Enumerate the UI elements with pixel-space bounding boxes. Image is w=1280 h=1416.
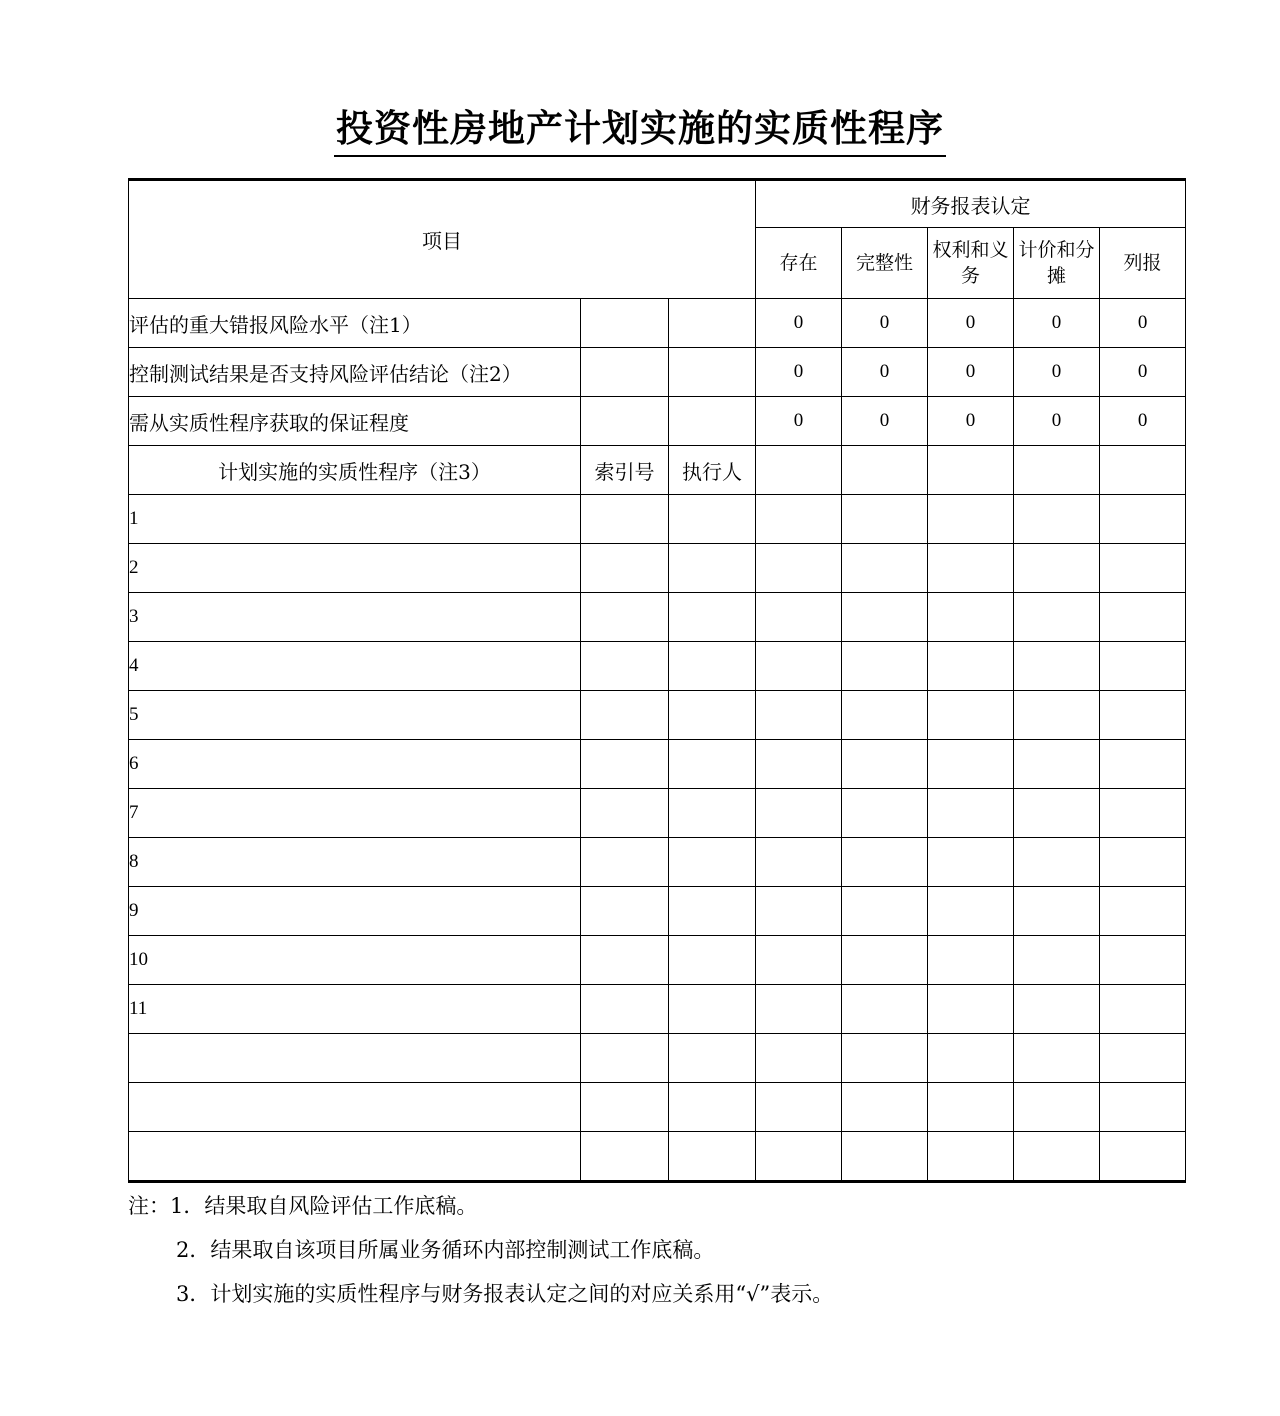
procedure-row [129, 642, 1186, 691]
procedure-value-5-3[interactable] [1014, 740, 1100, 789]
procedure-value-2-0[interactable] [756, 593, 842, 642]
procedure-executor-3[interactable] [669, 642, 756, 691]
assessment-label-2: 需从实质性程序获取的保证程度 [129, 397, 581, 446]
procedure-value-13-2[interactable] [928, 1132, 1014, 1182]
assessment-label-0: 评估的重大错报风险水平（注1） [129, 299, 581, 348]
header-assertion-completeness: 完整性 [842, 228, 928, 299]
procedure-index-11[interactable] [581, 1034, 669, 1083]
procedure-value-0-2[interactable] [928, 495, 1014, 544]
note-2: 2．结果取自该项目所属业务循环内部控制测试工作底稿。 [176, 1238, 715, 1262]
assessment-value-0-3[interactable]: 0 [1014, 299, 1100, 348]
procedure-executor-10[interactable] [669, 985, 756, 1034]
assessment-value-2-1[interactable]: 0 [842, 397, 928, 446]
procedure-value-1-4[interactable] [1100, 544, 1186, 593]
procedure-value-7-0[interactable] [756, 838, 842, 887]
procedure-index-1[interactable] [581, 544, 669, 593]
procedure-executor-13[interactable] [669, 1132, 756, 1182]
procedure-value-1-2[interactable] [928, 544, 1014, 593]
procedure-value-0-1[interactable] [842, 495, 928, 544]
procedure-value-12-3[interactable] [1014, 1083, 1100, 1132]
procedure-executor-6[interactable] [669, 789, 756, 838]
procedure-value-5-4[interactable] [1100, 740, 1186, 789]
assessment-row [129, 299, 1186, 348]
procedure-value-0-4[interactable] [1100, 495, 1186, 544]
procedure-value-10-0[interactable] [756, 985, 842, 1034]
assessment-index-1[interactable] [581, 348, 669, 397]
procedure-value-4-4[interactable] [1100, 691, 1186, 740]
procedure-value-3-0[interactable] [756, 642, 842, 691]
procedure-row [129, 936, 1186, 985]
procedure-executor-1[interactable] [669, 544, 756, 593]
procedure-row [129, 789, 1186, 838]
procedure-value-6-0[interactable] [756, 789, 842, 838]
procedure-value-7-2[interactable] [928, 838, 1014, 887]
assessment-executor-0[interactable] [669, 299, 756, 348]
procedure-value-10-1[interactable] [842, 985, 928, 1034]
procedures-header-index: 索引号 [581, 446, 669, 495]
procedure-value-4-2[interactable] [928, 691, 1014, 740]
procedure-value-12-0[interactable] [756, 1083, 842, 1132]
procedure-index-9[interactable] [581, 936, 669, 985]
procedure-value-3-4[interactable] [1100, 642, 1186, 691]
procedure-value-9-1[interactable] [842, 936, 928, 985]
procedure-index-8[interactable] [581, 887, 669, 936]
procedures-header-assertion-4 [1100, 446, 1186, 495]
procedure-value-8-1[interactable] [842, 887, 928, 936]
procedure-value-3-1[interactable] [842, 642, 928, 691]
header-assertions-group: 财务报表认定 [756, 180, 1186, 228]
procedure-number-0[interactable]: 1 [129, 495, 581, 544]
procedure-index-13[interactable] [581, 1132, 669, 1182]
procedure-value-11-4[interactable] [1100, 1034, 1186, 1083]
procedure-index-4[interactable] [581, 691, 669, 740]
procedure-value-10-2[interactable] [928, 985, 1014, 1034]
procedure-value-5-1[interactable] [842, 740, 928, 789]
procedure-value-2-4[interactable] [1100, 593, 1186, 642]
procedure-value-0-0[interactable] [756, 495, 842, 544]
assessment-label-1: 控制测试结果是否支持风险评估结论（注2） [129, 348, 581, 397]
procedure-value-11-0[interactable] [756, 1034, 842, 1083]
procedure-number-1[interactable]: 2 [129, 544, 581, 593]
procedure-value-7-4[interactable] [1100, 838, 1186, 887]
note-3: 3．计划实施的实质性程序与财务报表认定之间的对应关系用“√”表示。 [176, 1282, 834, 1306]
procedure-executor-12[interactable] [669, 1083, 756, 1132]
assessment-value-2-2[interactable]: 0 [928, 397, 1014, 446]
procedure-value-3-2[interactable] [928, 642, 1014, 691]
procedure-value-10-3[interactable] [1014, 985, 1100, 1034]
header-assertion-valuation-allocation: 计价和分摊 [1014, 228, 1100, 299]
procedure-number-6[interactable]: 7 [129, 789, 581, 838]
procedure-value-9-4[interactable] [1100, 936, 1186, 985]
procedure-value-6-4[interactable] [1100, 789, 1186, 838]
procedure-number-7[interactable]: 8 [129, 838, 581, 887]
procedure-index-6[interactable] [581, 789, 669, 838]
procedure-row [129, 1034, 1186, 1083]
procedure-executor-4[interactable] [669, 691, 756, 740]
procedure-index-10[interactable] [581, 985, 669, 1034]
procedure-value-11-1[interactable] [842, 1034, 928, 1083]
procedure-value-5-0[interactable] [756, 740, 842, 789]
procedures-header-assertion-1 [842, 446, 928, 495]
procedure-value-13-4[interactable] [1100, 1132, 1186, 1182]
procedure-row [129, 1132, 1186, 1182]
assessment-value-0-0[interactable]: 0 [756, 299, 842, 348]
procedure-number-4[interactable]: 5 [129, 691, 581, 740]
assessment-value-1-3[interactable]: 0 [1014, 348, 1100, 397]
procedure-number-13[interactable] [129, 1132, 581, 1182]
procedure-number-2[interactable]: 3 [129, 593, 581, 642]
procedure-value-9-0[interactable] [756, 936, 842, 985]
procedure-row [129, 887, 1186, 936]
assessment-value-2-0[interactable]: 0 [756, 397, 842, 446]
procedure-value-4-3[interactable] [1014, 691, 1100, 740]
procedure-value-11-2[interactable] [928, 1034, 1014, 1083]
header-assertion-existence: 存在 [756, 228, 842, 299]
assessment-value-0-4[interactable]: 0 [1100, 299, 1186, 348]
assessment-index-0[interactable] [581, 299, 669, 348]
procedure-row [129, 544, 1186, 593]
substantive-procedures-table [128, 178, 1186, 1183]
page-title: 投资性房地产计划实施的实质性程序 [334, 104, 946, 157]
procedure-value-1-3[interactable] [1014, 544, 1100, 593]
procedure-value-6-1[interactable] [842, 789, 928, 838]
procedures-header-assertion-3 [1014, 446, 1100, 495]
procedure-number-8[interactable]: 9 [129, 887, 581, 936]
procedure-row [129, 740, 1186, 789]
procedure-index-3[interactable] [581, 642, 669, 691]
procedure-index-12[interactable] [581, 1083, 669, 1132]
procedure-value-9-3[interactable] [1014, 936, 1100, 985]
procedure-value-12-4[interactable] [1100, 1083, 1186, 1132]
procedures-header-assertion-0 [756, 446, 842, 495]
procedure-value-6-2[interactable] [928, 789, 1014, 838]
procedure-value-13-1[interactable] [842, 1132, 928, 1182]
assessment-executor-1[interactable] [669, 348, 756, 397]
procedure-executor-2[interactable] [669, 593, 756, 642]
assessment-value-1-4[interactable]: 0 [1100, 348, 1186, 397]
procedure-index-0[interactable] [581, 495, 669, 544]
procedure-number-3[interactable]: 4 [129, 642, 581, 691]
assessment-row [129, 348, 1186, 397]
assessment-value-2-4[interactable]: 0 [1100, 397, 1186, 446]
procedure-row [129, 691, 1186, 740]
procedure-number-10[interactable]: 11 [129, 985, 581, 1034]
procedure-row [129, 593, 1186, 642]
procedure-number-12[interactable] [129, 1083, 581, 1132]
procedure-value-10-4[interactable] [1100, 985, 1186, 1034]
title-container [0, 104, 1280, 157]
procedure-index-7[interactable] [581, 838, 669, 887]
procedures-header-executor: 执行人 [669, 446, 756, 495]
assessment-value-1-2[interactable]: 0 [928, 348, 1014, 397]
procedure-value-5-2[interactable] [928, 740, 1014, 789]
header-assertion-presentation: 列报 [1100, 228, 1186, 299]
procedure-value-12-2[interactable] [928, 1083, 1014, 1132]
procedure-value-2-1[interactable] [842, 593, 928, 642]
assessment-value-1-1[interactable]: 0 [842, 348, 928, 397]
procedure-value-8-2[interactable] [928, 887, 1014, 936]
procedure-row [129, 495, 1186, 544]
procedure-value-13-3[interactable] [1014, 1132, 1100, 1182]
procedure-index-2[interactable] [581, 593, 669, 642]
procedure-number-11[interactable] [129, 1034, 581, 1083]
procedure-value-7-3[interactable] [1014, 838, 1100, 887]
procedure-row [129, 838, 1186, 887]
procedure-value-12-1[interactable] [842, 1083, 928, 1132]
procedure-value-1-1[interactable] [842, 544, 928, 593]
notes-block [128, 1184, 1188, 1316]
procedure-value-11-3[interactable] [1014, 1034, 1100, 1083]
procedure-value-2-3[interactable] [1014, 593, 1100, 642]
assessment-value-1-0[interactable]: 0 [756, 348, 842, 397]
note-1: 注：1．结果取自风险评估工作底稿。 [128, 1194, 478, 1218]
procedures-header-assertion-2 [928, 446, 1014, 495]
header-assertion-rights-obligations: 权利和义务 [928, 228, 1014, 299]
procedure-value-8-4[interactable] [1100, 887, 1186, 936]
procedure-row [129, 1083, 1186, 1132]
procedure-value-3-3[interactable] [1014, 642, 1100, 691]
procedure-value-9-2[interactable] [928, 936, 1014, 985]
assessment-value-0-2[interactable]: 0 [928, 299, 1014, 348]
header-item: 项目 [129, 180, 756, 299]
procedure-value-6-3[interactable] [1014, 789, 1100, 838]
procedure-executor-0[interactable] [669, 495, 756, 544]
procedure-value-8-3[interactable] [1014, 887, 1100, 936]
procedure-value-1-0[interactable] [756, 544, 842, 593]
procedure-index-5[interactable] [581, 740, 669, 789]
procedure-value-0-3[interactable] [1014, 495, 1100, 544]
procedure-value-4-0[interactable] [756, 691, 842, 740]
assessment-value-2-3[interactable]: 0 [1014, 397, 1100, 446]
procedure-number-9[interactable]: 10 [129, 936, 581, 985]
procedure-number-5[interactable]: 6 [129, 740, 581, 789]
procedures-header-row [129, 446, 1186, 495]
assessment-value-0-1[interactable]: 0 [842, 299, 928, 348]
procedure-executor-5[interactable] [669, 740, 756, 789]
procedure-value-13-0[interactable] [756, 1132, 842, 1182]
procedure-value-8-0[interactable] [756, 887, 842, 936]
procedure-executor-11[interactable] [669, 1034, 756, 1083]
assessment-executor-2[interactable] [669, 397, 756, 446]
procedures-header-label: 计划实施的实质性程序（注3） [129, 446, 581, 495]
procedure-value-7-1[interactable] [842, 838, 928, 887]
procedure-value-4-1[interactable] [842, 691, 928, 740]
procedure-executor-8[interactable] [669, 887, 756, 936]
assessment-row [129, 397, 1186, 446]
procedure-row [129, 985, 1186, 1034]
procedure-value-2-2[interactable] [928, 593, 1014, 642]
procedure-executor-9[interactable] [669, 936, 756, 985]
procedure-executor-7[interactable] [669, 838, 756, 887]
table-header-row-1 [129, 180, 1186, 228]
assessment-index-2[interactable] [581, 397, 669, 446]
